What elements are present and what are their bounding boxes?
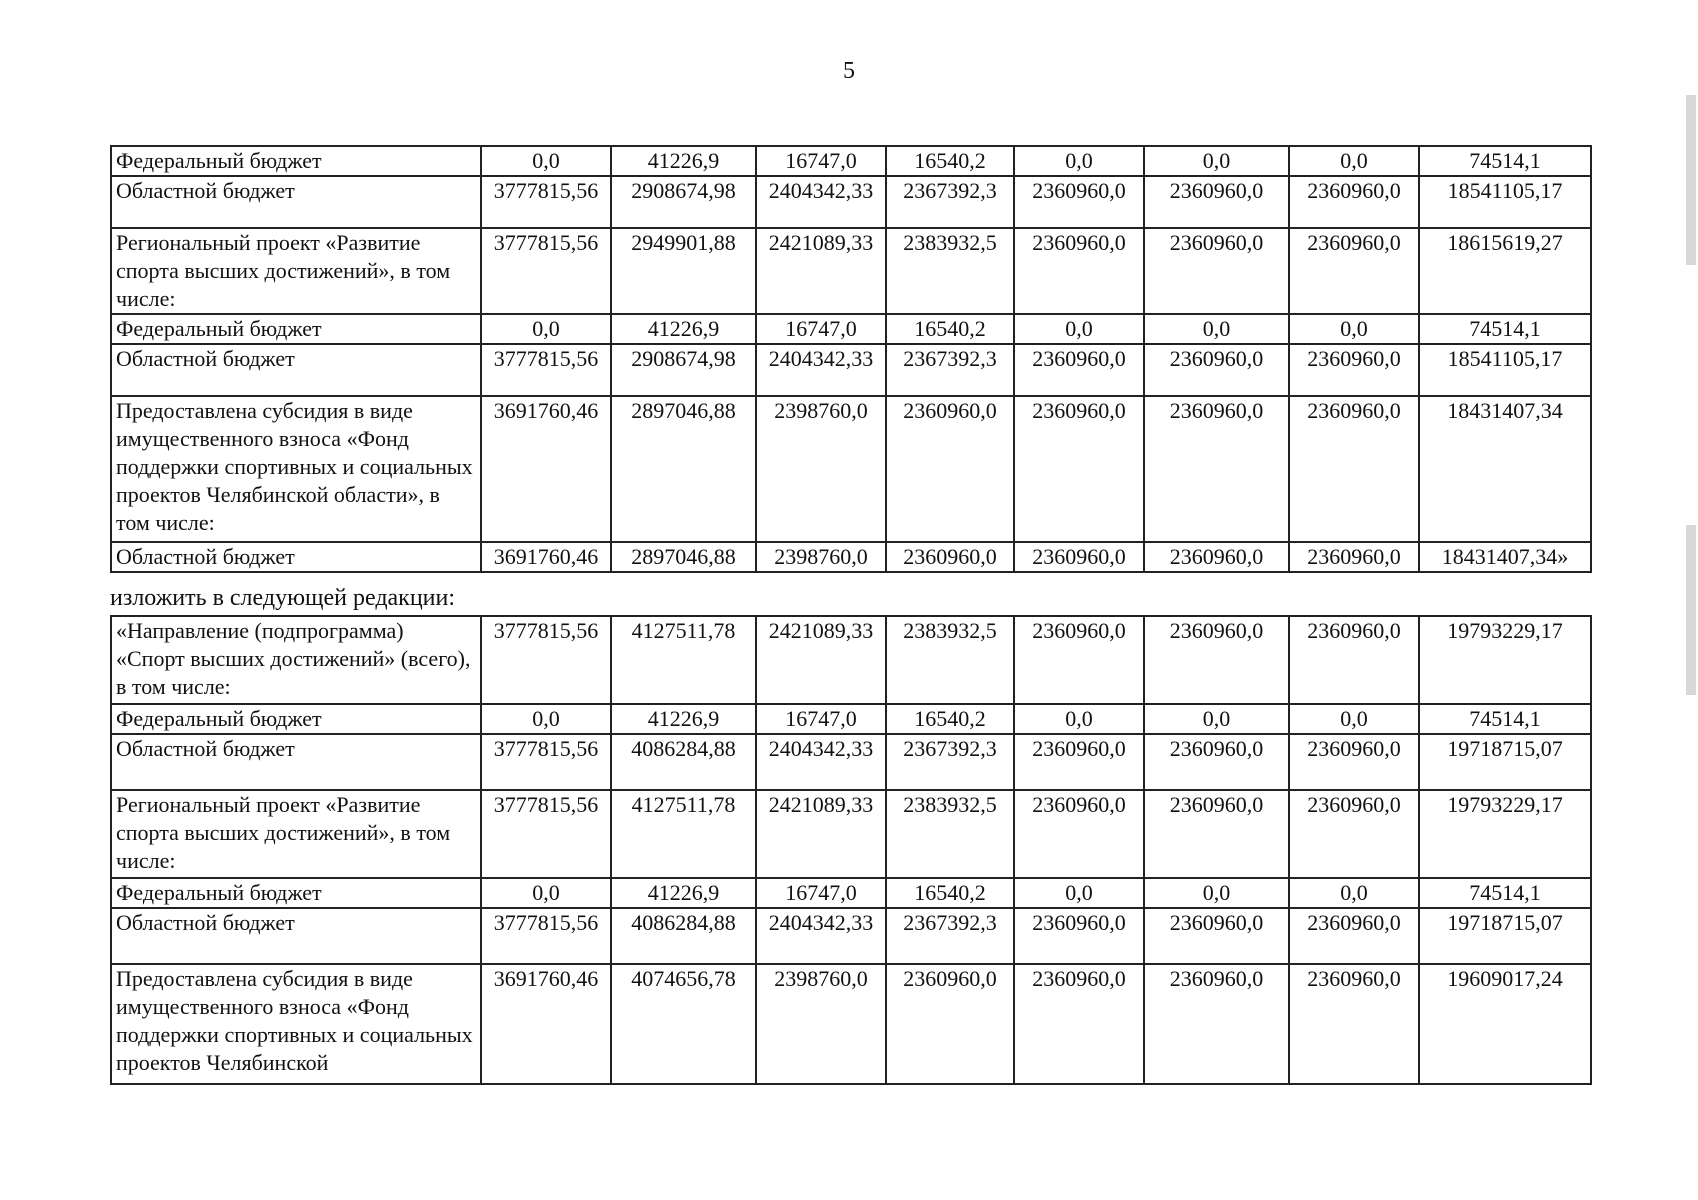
table-row xyxy=(111,704,1591,734)
value-cell: 16747,0 xyxy=(756,878,886,908)
table-row xyxy=(111,964,1591,1084)
value-cell: 19718715,07 xyxy=(1419,908,1591,964)
value-cell: 2360960,0 xyxy=(1289,396,1419,542)
value-cell: 41226,9 xyxy=(611,704,756,734)
value-cell: 2421089,33 xyxy=(756,790,886,878)
value-cell: 2360960,0 xyxy=(1144,396,1289,542)
value-cell: 2360960,0 xyxy=(1289,344,1419,396)
value-cell: 2908674,98 xyxy=(611,344,756,396)
row-label: Федеральный бюджет xyxy=(111,314,481,344)
value-cell: 2360960,0 xyxy=(1014,396,1144,542)
row-label: Предоставлена субсидия в виде имущественного взноса «Фонд поддержки спортивных и социальных проектов Челябинской xyxy=(111,964,481,1084)
value-cell: 2360960,0 xyxy=(1289,542,1419,572)
value-cell: 2360960,0 xyxy=(1014,616,1144,704)
value-cell: 2404342,33 xyxy=(756,908,886,964)
value-cell: 16747,0 xyxy=(756,704,886,734)
value-cell: 0,0 xyxy=(1289,704,1419,734)
row-label: «Направление (подпрограмма) «Спорт высших достижений» (всего), в том числе: xyxy=(111,616,481,704)
value-cell: 2383932,5 xyxy=(886,228,1014,314)
value-cell: 2360960,0 xyxy=(1289,790,1419,878)
value-cell: 2360960,0 xyxy=(1144,542,1289,572)
value-cell: 2360960,0 xyxy=(886,396,1014,542)
value-cell: 2360960,0 xyxy=(1144,176,1289,228)
scan-edge-mark xyxy=(1686,525,1696,695)
value-cell: 2421089,33 xyxy=(756,616,886,704)
scan-edge-mark xyxy=(1686,95,1696,265)
row-label: Федеральный бюджет xyxy=(111,146,481,176)
value-cell: 2949901,88 xyxy=(611,228,756,314)
table-row xyxy=(111,146,1591,176)
value-cell: 19793229,17 xyxy=(1419,790,1591,878)
value-cell: 2367392,3 xyxy=(886,908,1014,964)
row-label: Областной бюджет xyxy=(111,176,481,228)
row-label: Региональный проект «Развитие спорта высших достижений», в том числе: xyxy=(111,790,481,878)
value-cell: 18615619,27 xyxy=(1419,228,1591,314)
value-cell: 0,0 xyxy=(1144,878,1289,908)
value-cell: 2404342,33 xyxy=(756,176,886,228)
budget-table-new xyxy=(110,615,1592,1085)
value-cell: 2398760,0 xyxy=(756,542,886,572)
value-cell: 4086284,88 xyxy=(611,734,756,790)
value-cell: 18541105,17 xyxy=(1419,344,1591,396)
value-cell: 3777815,56 xyxy=(481,616,611,704)
value-cell: 2360960,0 xyxy=(1144,964,1289,1084)
page-number: 5 xyxy=(843,58,855,84)
value-cell: 2360960,0 xyxy=(1014,790,1144,878)
value-cell: 0,0 xyxy=(1289,878,1419,908)
value-cell: 74514,1 xyxy=(1419,704,1591,734)
value-cell: 16747,0 xyxy=(756,146,886,176)
value-cell: 2398760,0 xyxy=(756,396,886,542)
value-cell: 2367392,3 xyxy=(886,734,1014,790)
value-cell: 19718715,07 xyxy=(1419,734,1591,790)
value-cell: 0,0 xyxy=(1014,314,1144,344)
value-cell: 4074656,78 xyxy=(611,964,756,1084)
value-cell: 16540,2 xyxy=(886,146,1014,176)
value-cell: 2421089,33 xyxy=(756,228,886,314)
value-cell: 3777815,56 xyxy=(481,734,611,790)
row-label: Областной бюджет xyxy=(111,908,481,964)
value-cell: 2360960,0 xyxy=(886,542,1014,572)
value-cell: 74514,1 xyxy=(1419,878,1591,908)
value-cell: 3777815,56 xyxy=(481,908,611,964)
table-row xyxy=(111,790,1591,878)
value-cell: 2360960,0 xyxy=(1144,344,1289,396)
table-row xyxy=(111,176,1591,228)
value-cell: 2398760,0 xyxy=(756,964,886,1084)
table-row xyxy=(111,396,1591,542)
value-cell: 2360960,0 xyxy=(1014,964,1144,1084)
value-cell: 4127511,78 xyxy=(611,616,756,704)
value-cell: 2360960,0 xyxy=(1144,228,1289,314)
value-cell: 3777815,56 xyxy=(481,790,611,878)
value-cell: 0,0 xyxy=(1144,146,1289,176)
row-label: Областной бюджет xyxy=(111,344,481,396)
value-cell: 2360960,0 xyxy=(1289,734,1419,790)
table-row xyxy=(111,908,1591,964)
value-cell: 2360960,0 xyxy=(1144,908,1289,964)
value-cell: 4127511,78 xyxy=(611,790,756,878)
value-cell: 2360960,0 xyxy=(1144,790,1289,878)
value-cell: 3777815,56 xyxy=(481,344,611,396)
value-cell: 2404342,33 xyxy=(756,734,886,790)
value-cell: 0,0 xyxy=(1144,704,1289,734)
value-cell: 2360960,0 xyxy=(1289,964,1419,1084)
value-cell: 2897046,88 xyxy=(611,542,756,572)
value-cell: 2404342,33 xyxy=(756,344,886,396)
value-cell: 0,0 xyxy=(1289,146,1419,176)
value-cell: 0,0 xyxy=(1289,314,1419,344)
section-heading: изложить в следующей редакции: xyxy=(110,585,456,611)
value-cell: 2383932,5 xyxy=(886,790,1014,878)
value-cell: 2360960,0 xyxy=(1014,176,1144,228)
value-cell: 0,0 xyxy=(481,878,611,908)
value-cell: 3777815,56 xyxy=(481,228,611,314)
value-cell: 0,0 xyxy=(1014,146,1144,176)
value-cell: 0,0 xyxy=(1144,314,1289,344)
value-cell: 18541105,17 xyxy=(1419,176,1591,228)
value-cell: 0,0 xyxy=(1014,704,1144,734)
value-cell: 2360960,0 xyxy=(1289,228,1419,314)
value-cell: 19793229,17 xyxy=(1419,616,1591,704)
value-cell: 16540,2 xyxy=(886,704,1014,734)
table-row xyxy=(111,344,1591,396)
value-cell: 3777815,56 xyxy=(481,176,611,228)
table-row xyxy=(111,734,1591,790)
value-cell: 41226,9 xyxy=(611,878,756,908)
value-cell: 2908674,98 xyxy=(611,176,756,228)
value-cell: 16540,2 xyxy=(886,314,1014,344)
value-cell: 2360960,0 xyxy=(886,964,1014,1084)
value-cell: 18431407,34 xyxy=(1419,396,1591,542)
value-cell: 2360960,0 xyxy=(1144,616,1289,704)
value-cell: 2360960,0 xyxy=(1014,734,1144,790)
value-cell: 0,0 xyxy=(481,704,611,734)
value-cell: 74514,1 xyxy=(1419,146,1591,176)
row-label: Федеральный бюджет xyxy=(111,878,481,908)
row-label: Региональный проект «Развитие спорта высших достижений», в том числе: xyxy=(111,228,481,314)
value-cell: 2383932,5 xyxy=(886,616,1014,704)
value-cell: 16747,0 xyxy=(756,314,886,344)
value-cell: 2360960,0 xyxy=(1289,176,1419,228)
value-cell: 3691760,46 xyxy=(481,396,611,542)
value-cell: 0,0 xyxy=(481,146,611,176)
value-cell: 19609017,24 xyxy=(1419,964,1591,1084)
value-cell: 2367392,3 xyxy=(886,344,1014,396)
value-cell: 3691760,46 xyxy=(481,542,611,572)
table-row xyxy=(111,878,1591,908)
value-cell: 18431407,34» xyxy=(1419,542,1591,572)
value-cell: 2360960,0 xyxy=(1014,542,1144,572)
budget-table-old xyxy=(110,145,1592,573)
row-label: Федеральный бюджет xyxy=(111,704,481,734)
row-label: Областной бюджет xyxy=(111,734,481,790)
value-cell: 0,0 xyxy=(481,314,611,344)
value-cell: 2360960,0 xyxy=(1014,908,1144,964)
value-cell: 2360960,0 xyxy=(1144,734,1289,790)
row-label: Предоставлена субсидия в виде имущественного взноса «Фонд поддержки спортивных и социальных проектов Челябинской области», в том числе: xyxy=(111,396,481,542)
value-cell: 2367392,3 xyxy=(886,176,1014,228)
value-cell: 2360960,0 xyxy=(1014,344,1144,396)
value-cell: 41226,9 xyxy=(611,314,756,344)
table-row xyxy=(111,542,1591,572)
table-row xyxy=(111,228,1591,314)
value-cell: 74514,1 xyxy=(1419,314,1591,344)
value-cell: 2360960,0 xyxy=(1289,908,1419,964)
value-cell: 3691760,46 xyxy=(481,964,611,1084)
value-cell: 2897046,88 xyxy=(611,396,756,542)
table-row xyxy=(111,616,1591,704)
value-cell: 41226,9 xyxy=(611,146,756,176)
value-cell: 2360960,0 xyxy=(1289,616,1419,704)
table-row xyxy=(111,314,1591,344)
value-cell: 0,0 xyxy=(1014,878,1144,908)
value-cell: 16540,2 xyxy=(886,878,1014,908)
row-label: Областной бюджет xyxy=(111,542,481,572)
value-cell: 4086284,88 xyxy=(611,908,756,964)
value-cell: 2360960,0 xyxy=(1014,228,1144,314)
